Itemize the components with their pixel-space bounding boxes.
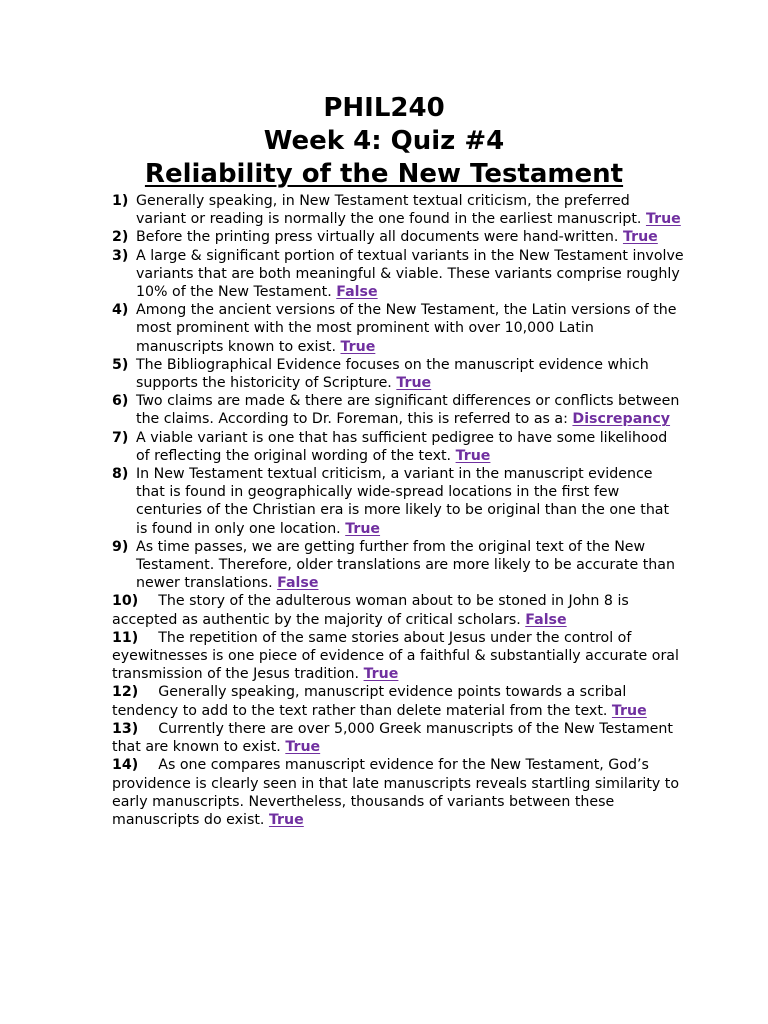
question-number: 13) — [112, 720, 139, 737]
answer-link[interactable]: True — [455, 447, 491, 464]
document-header — [0, 92, 768, 191]
question-text: The Bibliographical Evidence focuses on the manuscript evidence which supports the historicity of Scripture. — [136, 356, 649, 392]
question-text: Generally speaking, in New Testament textual criticism, the preferred variant or reading is normally the one found in the earliest manuscript. — [136, 193, 642, 228]
question-number: 9) — [112, 538, 129, 555]
question-item — [112, 247, 684, 302]
question-text: Generally speaking, manuscript evidence points towards a scribal tendency to add to the text rather than delete material from the text. — [112, 684, 627, 719]
question-item — [112, 356, 684, 392]
document-title: Reliability of the New Testament — [144, 159, 624, 189]
question-item — [112, 192, 684, 228]
question-number: 11) — [112, 629, 139, 646]
question-number: 3) — [112, 247, 129, 264]
question-list — [112, 192, 684, 829]
answer-link[interactable]: False — [277, 575, 319, 592]
question-number: 1) — [112, 193, 129, 209]
question-text: In New Testament textual criticism, a variant in the manuscript evidence that is found in geographically wide-spread locations in the first few centuries of the Christian era is more likely to be original than the one that is found in only one location. — [136, 466, 670, 537]
question-item — [112, 538, 684, 593]
question-number: 5) — [112, 356, 129, 373]
answer-link[interactable]: True — [622, 229, 658, 246]
question-text: As time passes, we are getting further from the original text of the New Testament. Therefore, older translations are more likely to be accurate than newer translations. — [136, 538, 675, 592]
answer-link[interactable]: Discrepancy — [572, 411, 671, 428]
question-text: The story of the adulterous woman about to be stoned in John 8 is accepted as authentic by the majority of critical scholars. — [112, 593, 629, 628]
answer-link[interactable]: True — [268, 811, 304, 828]
answer-link[interactable]: True — [363, 666, 399, 683]
question-number: 2) — [112, 229, 129, 246]
answer-link[interactable]: False — [336, 284, 378, 301]
question-text: Two claims are made & there are significant differences or conflicts between the claims. According to Dr. Foreman, this is referred to as a: — [136, 393, 680, 428]
question-number: 8) — [112, 466, 129, 483]
question-text: Currently there are over 5,000 Greek manuscripts of the New Testament that are known to exist. — [112, 720, 673, 756]
question-text: Before the printing press virtually all documents were hand-written. — [136, 229, 619, 246]
question-text: The repetition of the same stories about Jesus under the control of eyewitnesses is one piece of evidence of a faithful & substantially accurate oral transmission of the Jesus tradition. — [112, 629, 679, 683]
question-item — [112, 720, 684, 756]
question-number: 12) — [112, 684, 139, 701]
question-number: 4) — [112, 302, 129, 319]
question-number: 14) — [112, 757, 139, 774]
question-number: 7) — [112, 429, 129, 446]
answer-link[interactable]: True — [396, 375, 432, 392]
question-item — [112, 392, 684, 428]
answer-link[interactable]: True — [611, 702, 647, 719]
question-text: As one compares manuscript evidence for the New Testament, God’s providence is clearly seen in that late manuscripts reveals startling similarity to early manuscripts. Nevertheless, thousands of variants between these manuscripts do exist. — [112, 757, 680, 828]
question-item — [112, 592, 684, 628]
answer-link[interactable]: True — [285, 739, 321, 756]
question-number: 10) — [112, 593, 139, 610]
question-item — [112, 429, 684, 465]
question-text: A large & significant portion of textual variants in the New Testament involve variants that are both meaningful & viable. These variants comprise roughly 10% of the New Testament. — [136, 247, 684, 301]
question-item — [112, 228, 684, 246]
answer-link[interactable]: True — [340, 338, 376, 355]
answer-link[interactable]: True — [345, 520, 381, 537]
question-item — [112, 629, 684, 684]
question-item — [112, 465, 684, 538]
question-text: A viable variant is one that has sufficient pedigree to have some likelihood of reflecting the original wording of the text. — [136, 429, 668, 464]
quiz-title: Week 4: Quiz #4 — [263, 126, 505, 156]
question-number: 6) — [112, 393, 129, 410]
course-code: PHIL240 — [323, 93, 445, 123]
answer-link[interactable]: False — [525, 611, 567, 628]
question-text: Among the ancient versions of the New Testament, the Latin versions of the most prominent with the most prominent with over 10,000 Latin manuscripts known to exist. — [136, 302, 677, 355]
question-item — [112, 756, 684, 829]
question-item — [112, 301, 684, 356]
question-item — [112, 683, 684, 719]
answer-link[interactable]: True — [645, 211, 681, 228]
